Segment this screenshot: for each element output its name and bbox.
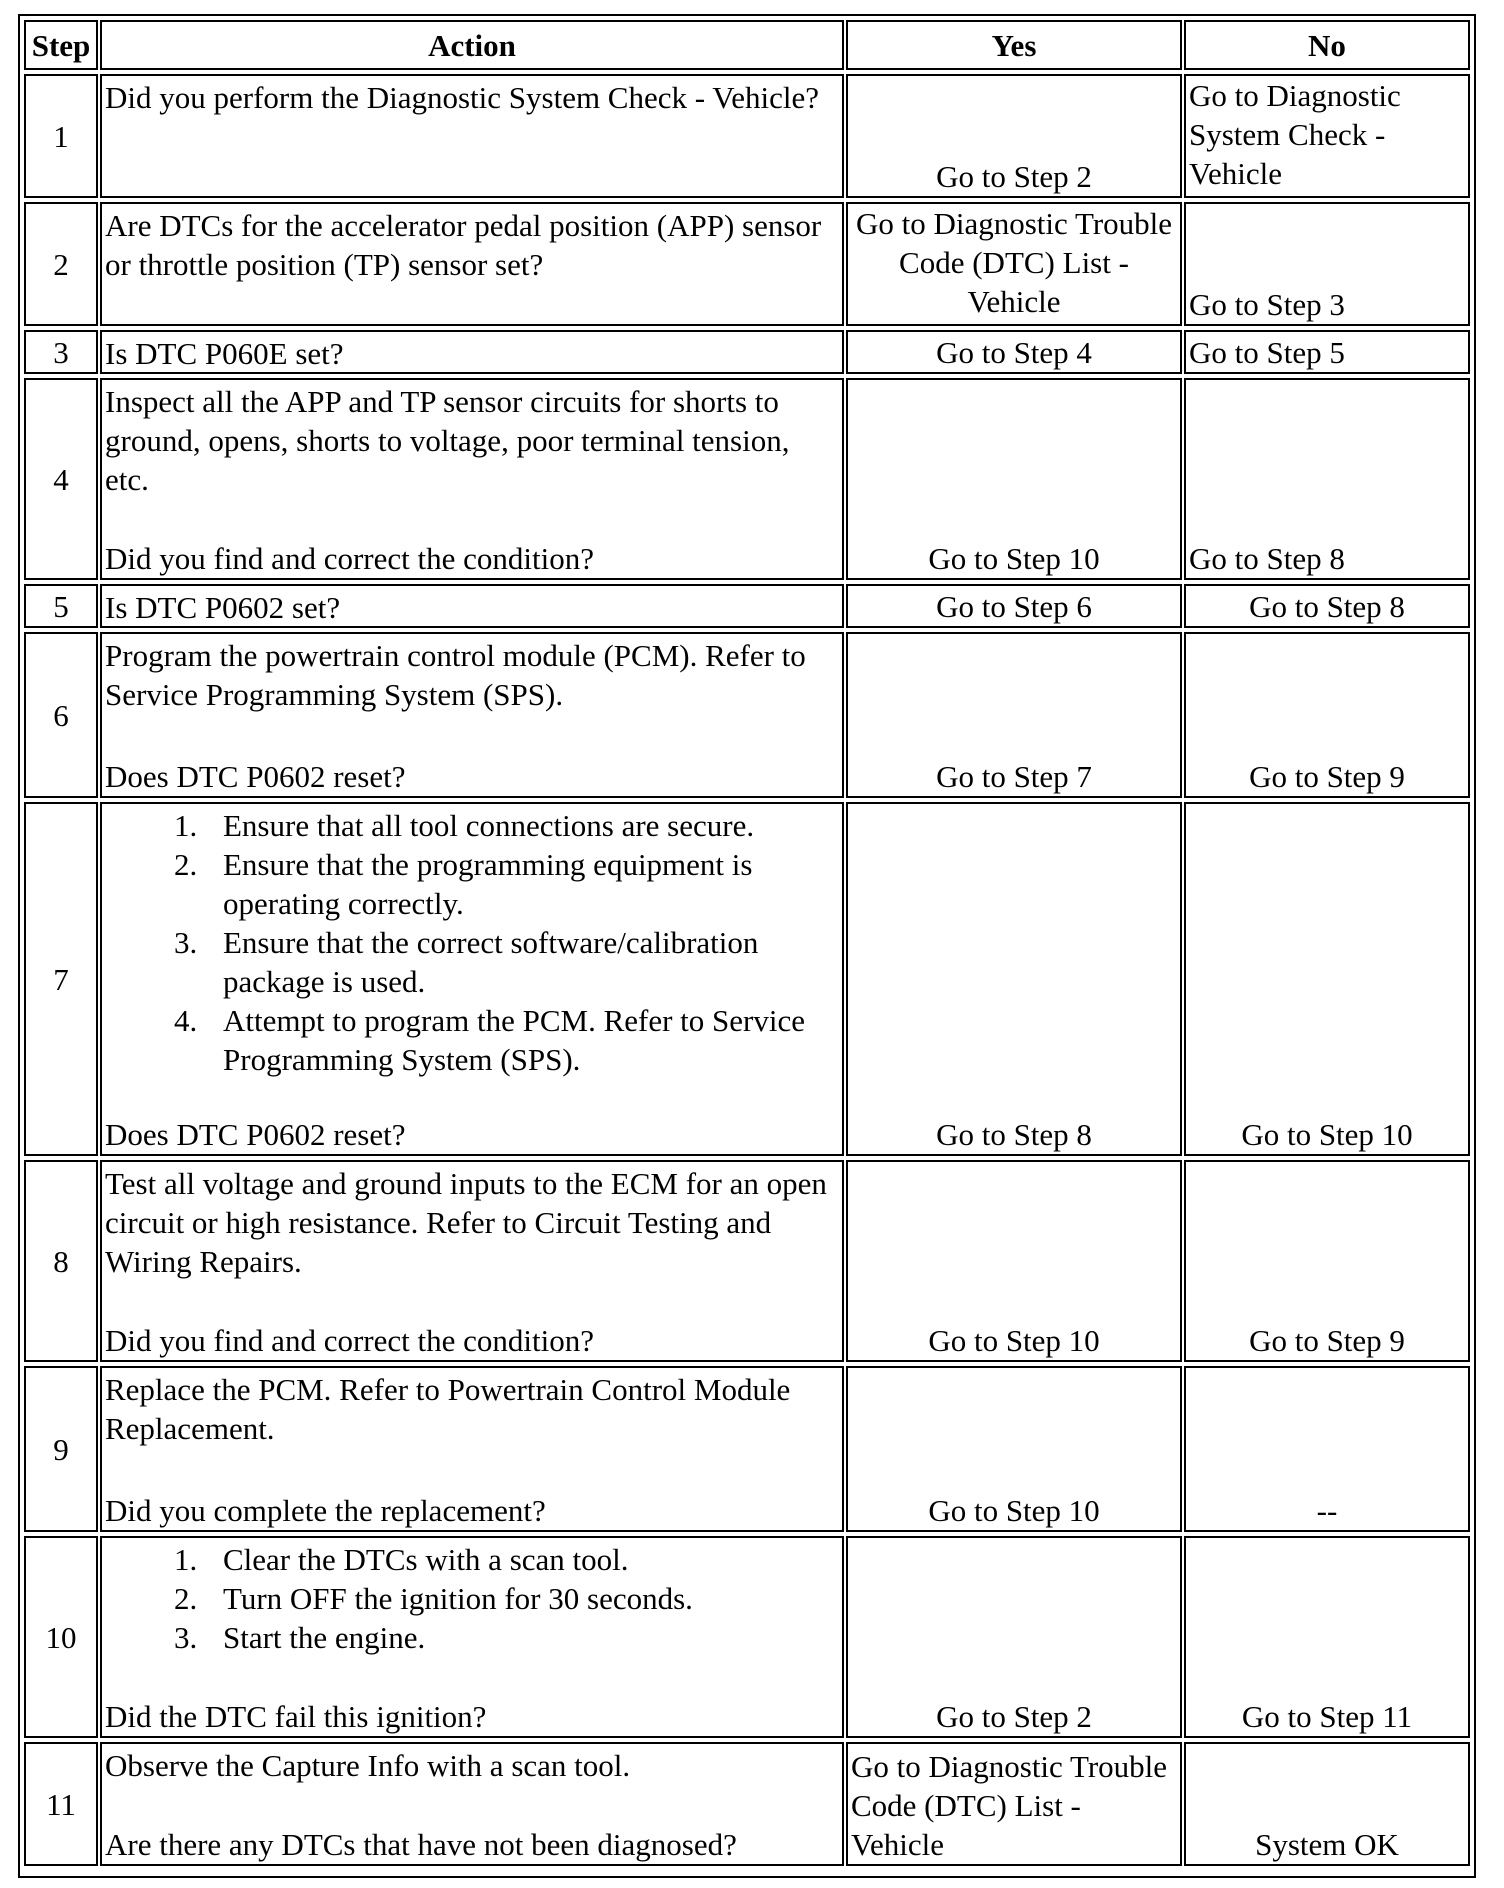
action-body: [105, 1540, 839, 1657]
action-cell: [100, 632, 844, 798]
action-question: Are there any DTCs that have not been diagnosed?: [105, 1827, 737, 1862]
action-cell: [100, 1160, 844, 1362]
step-number: 8: [24, 1160, 98, 1362]
step-number: 9: [24, 1366, 98, 1532]
action-text: Is DTC P060E set?: [105, 336, 344, 371]
header-no: No: [1184, 20, 1470, 70]
action-cell: [100, 1536, 844, 1738]
yes-result: Go to Step 10: [846, 1366, 1182, 1532]
yes-result: Go to Step 7: [846, 632, 1182, 798]
action-cell: [100, 74, 844, 198]
step-number: 11: [24, 1742, 98, 1866]
action-text: Observe the Capture Info with a scan tool.: [105, 1748, 631, 1783]
action-body: [105, 206, 839, 284]
action-list: [105, 1540, 839, 1657]
action-question: Did you complete the replacement?: [105, 1493, 546, 1528]
yes-result: Go to Step 10: [846, 1160, 1182, 1362]
step-number: 5: [24, 584, 98, 628]
action-body: [105, 382, 839, 499]
diagnostic-table: [18, 14, 1476, 1878]
no-result: --: [1184, 1366, 1470, 1532]
action-text: Are DTCs for the accelerator pedal position (APP) sensor or throttle position (TP) sensor set?: [105, 208, 822, 282]
yes-result: Go to Step 4: [846, 330, 1182, 374]
step-number: 3: [24, 330, 98, 374]
action-list: [105, 806, 839, 1079]
action-question: Did the DTC fail this ignition?: [105, 1699, 487, 1734]
no-result: Go to Diagnostic System Check - Vehicle: [1184, 74, 1470, 198]
action-cell: [100, 378, 844, 580]
action-text: Test all voltage and ground inputs to the ECM for an open circuit or high resistance. Refer to Circuit Testing and Wiring Repairs.: [105, 1166, 827, 1279]
step-number: 10: [24, 1536, 98, 1738]
action-cell: [100, 202, 844, 326]
no-result: Go to Step 10: [1184, 802, 1470, 1156]
step-number: 2: [24, 202, 98, 326]
action-body: [105, 1370, 839, 1448]
step-number: 4: [24, 378, 98, 580]
action-list-item: 2. Ensure that the programming equipment is operating correctly.: [205, 845, 839, 923]
action-question: Does DTC P0602 reset?: [105, 759, 406, 794]
action-cell: [100, 330, 844, 374]
no-result: Go to Step 8: [1184, 584, 1470, 628]
action-question: Did you find and correct the condition?: [105, 541, 594, 576]
action-cell: [100, 1742, 844, 1866]
yes-result: Go to Step 10: [846, 378, 1182, 580]
action-body: [105, 78, 839, 117]
step-number: 7: [24, 802, 98, 1156]
action-body: [105, 588, 839, 627]
no-result: Go to Step 9: [1184, 632, 1470, 798]
action-body: [105, 636, 839, 714]
action-list-item: 3. Start the engine.: [205, 1618, 839, 1657]
action-body: [105, 1746, 839, 1785]
action-text: Program the powertrain control module (PCM). Refer to Service Programming System (SPS).: [105, 638, 806, 712]
action-cell: [100, 584, 844, 628]
action-cell: [100, 802, 844, 1156]
no-result: Go to Step 9: [1184, 1160, 1470, 1362]
no-result: System OK: [1184, 1742, 1470, 1866]
action-text: Is DTC P0602 set?: [105, 590, 341, 625]
action-list-item: 4. Attempt to program the PCM. Refer to Service Programming System (SPS).: [205, 1001, 839, 1079]
header-action: Action: [100, 20, 844, 70]
yes-result: Go to Step 6: [846, 584, 1182, 628]
step-number: 1: [24, 74, 98, 198]
no-result: Go to Step 5: [1184, 330, 1470, 374]
action-list-item: 1. Clear the DTCs with a scan tool.: [205, 1540, 839, 1579]
no-result: Go to Step 11: [1184, 1536, 1470, 1738]
action-list-item: 2. Turn OFF the ignition for 30 seconds.: [205, 1579, 839, 1618]
header-yes: Yes: [846, 20, 1182, 70]
yes-result: Go to Step 2: [846, 1536, 1182, 1738]
action-list-item: 1. Ensure that all tool connections are secure.: [205, 806, 839, 845]
action-list-item: 3. Ensure that the correct software/calibration package is used.: [205, 923, 839, 1001]
action-question: Does DTC P0602 reset?: [105, 1117, 406, 1152]
no-result: Go to Step 3: [1184, 202, 1470, 326]
action-question: Did you find and correct the condition?: [105, 1323, 594, 1358]
action-cell: [100, 1366, 844, 1532]
header-step: Step: [24, 20, 98, 70]
action-body: [105, 334, 839, 373]
action-text: Inspect all the APP and TP sensor circuits for shorts to ground, opens, shorts to voltage, poor terminal tension, etc.: [105, 384, 790, 497]
action-body: [105, 1164, 839, 1281]
no-result: Go to Step 8: [1184, 378, 1470, 580]
action-text: Replace the PCM. Refer to Powertrain Control Module Replacement.: [105, 1372, 791, 1446]
action-body: [105, 806, 839, 1079]
step-number: 6: [24, 632, 98, 798]
action-text: Did you perform the Diagnostic System Check - Vehicle?: [105, 80, 819, 115]
yes-result: Go to Step 2: [846, 74, 1182, 198]
yes-result: Go to Diagnostic Trouble Code (DTC) List - Vehicle: [846, 202, 1182, 326]
yes-result: Go to Diagnostic Trouble Code (DTC) List - Vehicle: [846, 1742, 1182, 1866]
yes-result: Go to Step 8: [846, 802, 1182, 1156]
